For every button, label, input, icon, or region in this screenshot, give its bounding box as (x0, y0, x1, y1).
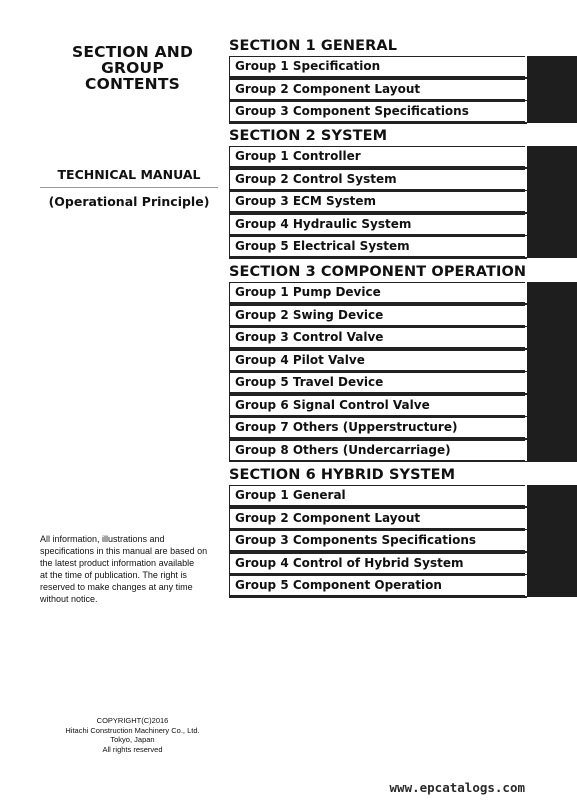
contents-title-line2: CONTENTS (85, 75, 180, 93)
group-label: Group 7 Others (Upperstructure) (229, 417, 525, 438)
toc-group-row[interactable] (229, 395, 577, 418)
toc-group-row[interactable] (229, 101, 577, 124)
group-label: Group 1 General (229, 485, 525, 506)
toc-group-row[interactable] (229, 236, 577, 259)
group-label: Group 1 Controller (229, 146, 525, 167)
disclaimer-line: reserved to make changes at any time (40, 582, 193, 592)
toc-group-row[interactable] (229, 56, 577, 79)
toc-group-row[interactable] (229, 508, 577, 531)
section-title: SECTION 3 COMPONENT OPERATION (229, 264, 527, 280)
group-label: Group 2 Control System (229, 169, 525, 190)
disclaimer-line: All information, illustrations and (40, 534, 165, 544)
toc-group-row[interactable] (229, 191, 577, 214)
contents-title (40, 44, 225, 92)
group-label: Group 2 Component Layout (229, 508, 525, 529)
toc-group-row[interactable] (229, 530, 577, 553)
group-label: Group 2 Swing Device (229, 305, 525, 326)
toc-group-row[interactable] (229, 417, 577, 440)
section-6-hybrid-system (229, 466, 577, 598)
disclaimer-line: without notice. (40, 594, 98, 604)
row-rule (229, 461, 527, 463)
group-label: Group 4 Hydraulic System (229, 214, 525, 235)
copyright-line: Tokyo, Japan (110, 735, 155, 744)
section-title: SECTION 6 HYBRID SYSTEM (229, 467, 456, 483)
group-label: Group 6 Signal Control Valve (229, 395, 525, 416)
copyright-notice (40, 716, 225, 754)
toc-group-row[interactable] (229, 575, 577, 598)
toc-group-row[interactable] (229, 282, 577, 305)
group-label: Group 4 Control of Hybrid System (229, 553, 525, 574)
group-label: Group 3 Control Valve (229, 327, 525, 348)
manual-divider (40, 187, 218, 188)
group-label: Group 3 Components Specifications (229, 530, 525, 551)
group-label: Group 4 Pilot Valve (229, 350, 525, 371)
section-3-component-operation (229, 263, 577, 462)
toc-group-row[interactable] (229, 146, 577, 169)
disclaimer-text (40, 533, 230, 605)
group-label: Group 3 Component Specifications (229, 101, 525, 122)
section-1-general (229, 37, 577, 124)
disclaimer-line: the latest product information available (40, 558, 195, 568)
disclaimer-line: at the time of publication. The right is (40, 570, 187, 580)
row-rule (229, 596, 527, 598)
group-label: Group 5 Electrical System (229, 236, 525, 257)
copyright-line: All rights reserved (102, 744, 163, 754)
disclaimer-line: specifications in this manual are based on (40, 546, 208, 556)
toc-group-row[interactable] (229, 169, 577, 192)
watermark-text: www.epcatalogs.com (389, 780, 525, 795)
section-title: SECTION 2 SYSTEM (229, 128, 388, 144)
toc-group-row[interactable] (229, 327, 577, 350)
copyright-line: Hitachi Construction Machinery Co., Ltd. (65, 725, 200, 735)
group-label: Group 5 Travel Device (229, 372, 525, 393)
toc-group-row[interactable] (229, 305, 577, 328)
group-label: Group 2 Component Layout (229, 79, 525, 100)
manual-subtitle: (Operational Principle) (48, 194, 210, 209)
contents-title-line1: SECTION AND GROUP (71, 43, 194, 77)
group-label: Group 1 Specification (229, 56, 525, 77)
toc-group-row[interactable] (229, 350, 577, 373)
section-2-system (229, 127, 577, 259)
group-label: Group 8 Others (Undercarriage) (229, 440, 525, 461)
manual-label: TECHNICAL MANUAL (57, 167, 201, 182)
toc-group-row[interactable] (229, 79, 577, 102)
toc-group-row[interactable] (229, 440, 577, 463)
row-rule (229, 122, 527, 124)
group-label: Group 3 ECM System (229, 191, 525, 212)
section-title: SECTION 1 GENERAL (229, 38, 398, 54)
toc-group-row[interactable] (229, 553, 577, 576)
row-rule (229, 257, 527, 259)
group-label: Group 5 Component Operation (229, 575, 525, 596)
toc-group-row[interactable] (229, 214, 577, 237)
toc-group-row[interactable] (229, 485, 577, 508)
group-label: Group 1 Pump Device (229, 282, 525, 303)
toc-group-row[interactable] (229, 372, 577, 395)
copyright-line: COPYRIGHT(C)2016 (96, 716, 169, 725)
